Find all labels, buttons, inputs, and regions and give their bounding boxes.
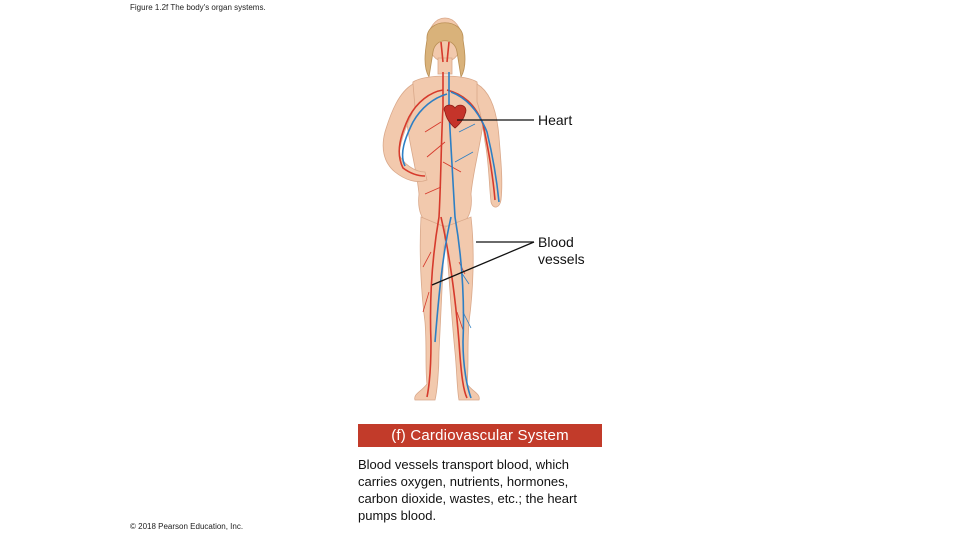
system-description: Blood vessels transport blood, which carries oxygen, nutrients, hormones, carbon dioxide, wastes, etc.; the heart pumps blood. bbox=[358, 457, 577, 523]
figure-caption: Figure 1.2f The body's organ systems. bbox=[130, 3, 266, 12]
heart-label: Heart bbox=[538, 112, 573, 128]
blood-vessels-label: Blood vessels bbox=[538, 234, 585, 267]
system-title-banner: (f) Cardiovascular System bbox=[358, 424, 602, 447]
copyright-notice: © 2018 Pearson Education, Inc. bbox=[130, 522, 244, 531]
human-body-illustration bbox=[355, 12, 535, 407]
